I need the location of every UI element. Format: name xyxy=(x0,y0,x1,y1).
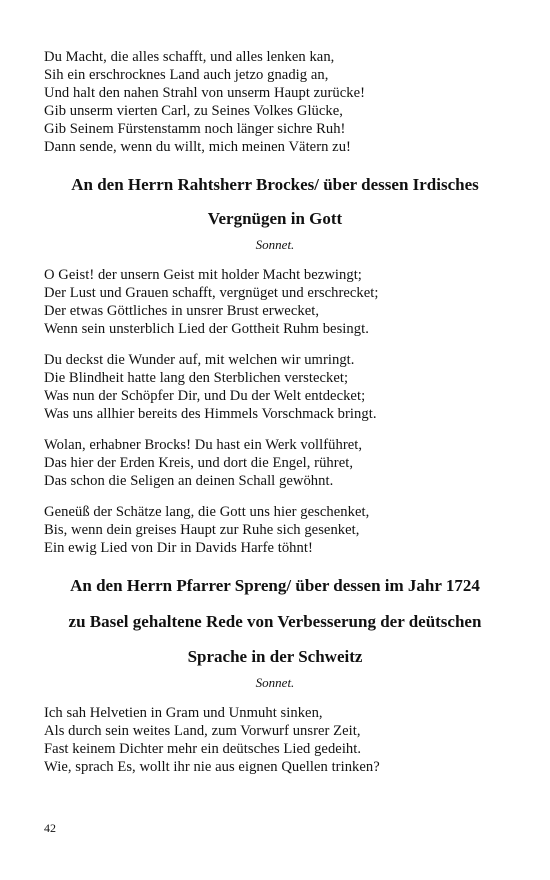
stanza-intro xyxy=(44,48,524,157)
verse-line: Wenn sein unsterblich Lied der Gottheit Ruhm besingt. xyxy=(44,321,369,338)
verse-line: Gib Seinem Fürstenstamm noch länger sichre Ruh! xyxy=(44,121,346,138)
verse-line: Das schon die Seligen an deinen Schall gewöhnt. xyxy=(44,473,334,490)
poem2-title-line-1: An den Herrn Pfarrer Spreng/ über dessen im Jahr 1724 xyxy=(70,576,480,595)
poem1-title-line-2: Vergnügen in Gott xyxy=(207,209,343,228)
poem1-stanza-2 xyxy=(44,351,524,423)
verse-line: Ich sah Helvetien in Gram und Unmuht sinken, xyxy=(44,705,323,721)
verse-line: Gib unserm vierten Carl, zu Seines Volkes Glücke, xyxy=(44,103,343,120)
verse-line: Bis, wenn dein greises Haupt zur Ruhe sich gesenket, xyxy=(44,522,360,539)
poem1-title-line-1: An den Herrn Rahtsherr Brockes/ über dessen Irdisches xyxy=(71,175,479,194)
poem2-subtitle: Sonnet. xyxy=(255,675,295,690)
verse-line: Wie, sprach Es, wollt ihr nie aus eignen Quellen trinken? xyxy=(44,759,380,776)
verse-line: Fast keinem Dichter mehr ein deütsches Lied gedeiht. xyxy=(44,741,362,758)
poem2-stanza-1 xyxy=(44,704,524,776)
verse-line: Dann sende, wenn du willt, mich meinen Vätern zu! xyxy=(44,139,351,156)
verse-line: Der Lust und Grauen schafft, vergnüget und erschrecket; xyxy=(44,285,379,302)
verse-line: Ein ewig Lied von Dir in Davids Harfe töhnt! xyxy=(44,540,313,557)
verse-line: Du Macht, die alles schafft, und alles lenken kan, xyxy=(44,49,335,65)
poem1-subtitle: Sonnet. xyxy=(255,237,295,252)
page-number: 42 xyxy=(44,821,56,835)
verse-line: Wolan, erhabner Brocks! Du hast ein Werk vollführet, xyxy=(44,437,363,453)
verse-line: Der etwas Göttliches in unsrer Brust erwecket, xyxy=(44,303,320,320)
verse-line: Geneüß der Schätze lang, die Gott uns hier geschenket, xyxy=(44,504,370,520)
verse-line: Und halt den nahen Strahl von unserm Haupt zurücke! xyxy=(44,85,366,102)
verse-line: Du deckst die Wunder auf, mit welchen wir umringt. xyxy=(44,352,355,368)
verse-line: Was uns allhier bereits des Himmels Vorschmack bringt. xyxy=(44,406,377,423)
verse-line: O Geist! der unsern Geist mit holder Macht bezwingt; xyxy=(44,267,362,283)
verse-line: Sih ein erschrocknes Land auch jetzo gnadig an, xyxy=(44,67,329,84)
verse-line: Das hier der Erden Kreis, und dort die Engel, rühret, xyxy=(44,455,354,472)
poem1-stanza-1 xyxy=(44,266,524,338)
poem2-title-line-3: Sprache in der Schweitz xyxy=(187,647,363,666)
verse-line: Als durch sein weites Land, zum Vorwurf unsrer Zeit, xyxy=(44,723,361,740)
poem1-stanza-3 xyxy=(44,436,524,490)
poem2-title-line-2: zu Basel gehaltene Rede von Verbesserung der deütschen xyxy=(68,612,482,631)
poem1-stanza-4 xyxy=(44,503,524,557)
verse-line: Die Blindheit hatte lang den Sterblichen verstecket; xyxy=(44,370,349,387)
verse-line: Was nun der Schöpfer Dir, und Du der Welt entdecket; xyxy=(44,388,366,405)
